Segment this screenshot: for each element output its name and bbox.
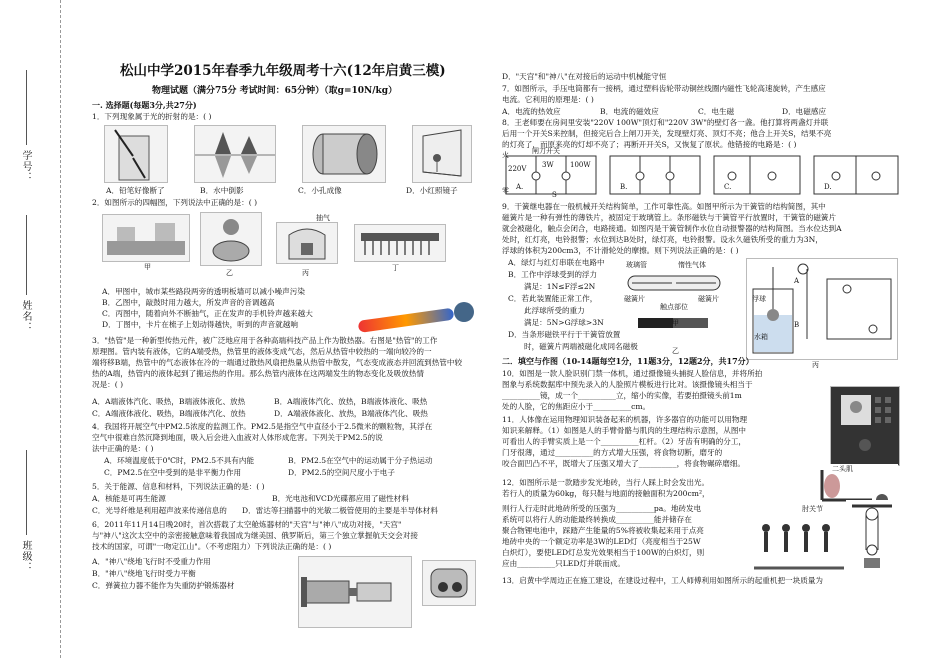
exam-title: 松山中学2015年春季九年级周考十六(12年启黄三模) [120, 63, 446, 79]
q9-option-c-range: 满足：5N>G浮球>3N [524, 318, 604, 327]
q12-line-6: 地砖中央的一个额定功率是3W的LED灯（亮度相当于25W [502, 537, 701, 546]
q9-option-a: A．绿灯与红灯串联在电路中 [508, 258, 605, 267]
q7-line-1: 7．如图所示，手压电筒都有一接柄，通过塑料齿轮带动铜丝线圈内磁性飞轮高速旋转，产生感应 [502, 84, 826, 93]
q9-label-contact: 触点部位 [660, 303, 688, 311]
q11-line-5: 咬合面凹凸不平，既增大了压强又增大了__________，将食物碾碎磨细。 [502, 459, 745, 468]
q11-line-4: 门牙很薄，通过__________的方式增大压强，将食物切断，磨牙的 [502, 448, 723, 457]
q6-figure-docking [298, 556, 412, 628]
q2-option-d: D．丁图中，卡片在梳子上划动得越快，听到的声音就越响 [102, 320, 298, 329]
q4-option-b: B．PM2.5在空气中的运动属于分子热运动 [288, 456, 433, 465]
q3-option-d: D．A端液体液化、放热，B端液体汽化、吸热 [274, 409, 428, 418]
q10-line-1: 10．如图是一款人脸识别门禁一体机，通过摄像镜头捕捉人脸信息，并将所拍 [502, 369, 763, 378]
q2-figure-comb [354, 224, 446, 262]
q9-option-c: C．若此装置能正常工作， [508, 294, 598, 303]
q2-label-yi: 乙 [226, 269, 233, 277]
q8-line-1: 8．王老师要在房间里安装"220V 100W"顶灯和"220V 3W"的壁灯各一盏。他打算将两盏灯并联 [502, 118, 829, 127]
q7-line-2: 电流。它利用的原理是：( ) [502, 95, 594, 104]
q7-option-b: B．电流的磁效应 [600, 107, 659, 116]
q1-figure-pencil-glass [104, 125, 168, 183]
q6-option-d: D．"天宫"和"神八"在对接后的运动中机械能守恒 [502, 72, 667, 81]
q8-label-b: B. [620, 183, 628, 191]
q5-option-c: C．光导纤维是利用超声波来传递信息的 [92, 506, 227, 515]
q12-line-7: 白炽灯），要使LED灯总发光效果相当于100W的白炽灯，则 [502, 548, 705, 557]
q8-label-c: C. [724, 183, 732, 191]
q11-label-elbow: 肘关节 [802, 505, 823, 513]
q9-line-4: 处时，红灯亮，电铃报警；水位到达B处时，绿灯亮，电铃报警。设永久磁铁所受的重力为3N， [502, 235, 823, 244]
q9-option-d-cont: 时，磁簧片两端被磁化成同名磁极 [524, 342, 638, 351]
q10-line-3: __________镜，成一个__________立，缩小的实像，若要拍摄镜头前1m [502, 391, 742, 400]
q2-figure-drum [200, 212, 262, 266]
q9-label-a: A [794, 277, 800, 285]
q8-label-a: A. [516, 183, 524, 191]
question-13: 13．启黄中学周边正在施工建设，在建设过程中，工人师傅利用如图所示的起重机把一块质量为 [502, 576, 824, 585]
q11-label-biceps: 二头肌 [832, 465, 853, 473]
q5-option-a: A．核能是可再生能源 [92, 494, 166, 503]
q6-option-a: A．"神八"绕地飞行时不受重力作用 [92, 557, 211, 566]
student-number-label: 学号： [20, 150, 31, 183]
q3-option-c: C．A端液体液化、吸热，B端液体汽化、放热 [92, 409, 246, 418]
q12-line-4: 系统可以将行人的动能最终转换成__________能并储存在 [502, 515, 692, 524]
q7-option-c: C．电生磁 [698, 107, 735, 116]
q9-label-tank: 水箱 [754, 333, 768, 341]
q2-figure-sound-wall [102, 214, 190, 262]
q9-label-glass-tube: 玻璃管 [626, 261, 647, 269]
q9-label-jia: 甲 [672, 319, 679, 327]
q10-figure-face-terminal [830, 386, 900, 466]
q9-label-float: 浮球 [752, 295, 766, 303]
q2-label-ding: 丁 [392, 264, 399, 272]
q5-option-b: B．光电池和VCD光碟都应用了磁性材料 [272, 494, 409, 503]
q4-option-c: C．PM2.5在空中受到的是非平衡力作用 [104, 468, 242, 477]
q8-line-2: 后用一个开关S来控制，但接完后合上闸刀开关，发现壁灯亮、顶灯不亮；他合上开关S，结果不亮 [502, 129, 832, 138]
q1-option-b: B．水中倒影 [200, 186, 244, 195]
q3-line-5: 况是：( ) [92, 380, 124, 389]
q9-line-3: 就会被磁化，触点会闭合，电路接通。如图丙是干簧管制作水位自动报警器的结构简图。当水位达到A [502, 224, 842, 233]
q3-line-3: 端将移B端，热管中的气态液体在冷的一端通过散热风扇把热量从热管中散发，气态变成液态并回流到热管中较 [92, 358, 463, 367]
q9-label-reed-left: 磁簧片 [624, 295, 645, 303]
q9-option-b: B．工作中浮球受到的浮力 [508, 270, 598, 279]
name-line [26, 215, 27, 295]
question-2: 2．如图所示的四幅图，下列说法中正确的是：( ) [92, 198, 258, 207]
q9-label-inert-gas: 惰性气体 [678, 261, 706, 269]
q9-option-c-weight: 此浮球所受的重力 [524, 306, 585, 315]
q2-label-bing: 丙 [302, 269, 309, 277]
q4-option-a: A．环境温度低于0℃时，PM2.5不具有内能 [104, 456, 255, 465]
q2-label-pump: 抽气 [316, 214, 330, 222]
q8-label-100w: 100W [570, 161, 591, 169]
q2-option-c: C．丙图中，随着向外不断抽气，正在发声的手机铃声越来越大 [102, 309, 313, 318]
q8-label-switch: S [552, 191, 557, 199]
q12-figure-walking [754, 520, 844, 576]
q1-option-c: C．小孔成像 [298, 186, 342, 195]
q9-label-b: B [794, 321, 800, 329]
q2-option-b: B．乙图中，敲鼓时用力越大，所发声音的音调越高 [102, 298, 275, 307]
q13-figure-crane [846, 500, 898, 572]
q6-option-c: C．弹簧拉力器不能作为失重防护锻炼器材 [92, 581, 235, 590]
q9-label-yi: 乙 [672, 347, 679, 355]
q9-line-1: 9．干簧继电器在一般机械开关结构简单，工作可靠性高。如图甲所示为干簧管的结构简图，其中 [502, 202, 826, 211]
q8-line-3: 的灯亮了，而原来亮的灯却不亮了；再断开开关S，又恢复了原状。他错接的电路是：( ) [502, 140, 797, 149]
q9-line-2: 磁簧片是一种有弹性的薄铁片，被固定于玻璃管上。条形磁铁与干簧管平行放置时，干簧管的磁簧片 [502, 213, 837, 222]
q2-figure-vacuum-jar [276, 222, 338, 264]
q2-label-jia: 甲 [144, 263, 151, 271]
q5-option-d: D．雷达等扫描器中的光敏二极管使用的主要是半导体材料 [242, 506, 438, 515]
student-number-line [26, 70, 27, 145]
q4-line-2: 空气中很难自然沉降到地面，吸入后会进入血液对人体形成危害。下列关于PM2.5的说 [92, 433, 383, 442]
q3-figure-heat-pipe [348, 300, 478, 338]
binding-margin [0, 0, 61, 658]
class-line [26, 450, 27, 535]
q8-label-fire: 火 [502, 151, 509, 159]
q8-label-knife-switch: 闸刀开关 [532, 147, 560, 155]
section-2-heading: 二．填空与作图（10-14题每空1分，11题3分，12题2分，共17分） [502, 356, 754, 366]
q3-option-b: B．A端液体汽化、放热，B端液体液化、吸热 [274, 397, 428, 406]
q6-option-b: B．"神八"绕地飞行时受力平衡 [92, 569, 196, 578]
q8-label-voltage: 220V [508, 165, 527, 173]
q10-line-4: 处的人脸，它的焦距应小于__________cm。 [502, 402, 651, 411]
q4-line-1: 4．我国将开展空气中PM2.5浓度的监测工作。PM2.5是指空气中直径小于2.5微米的颗粒物，其浮在 [92, 422, 433, 431]
class-label: 班级： [20, 540, 31, 573]
q8-label-3w: 3W [542, 161, 554, 169]
q12-line-8: 应由__________只LED灯并联而成。 [502, 559, 625, 568]
q9-option-b-range: 满足：1N≤F浮≤2N [524, 282, 596, 291]
q1-figure-mirror [412, 125, 472, 183]
q11-line-2: 知识来解释。（1）如图是人的手臂骨骼与肌肉的生理结构示意图，从图中 [502, 426, 747, 435]
question-5: 5．关于能源、信息和材料，下列说法正确的是：( ) [92, 482, 265, 491]
q6-line-2: 与"神八"这次太空中的亲密接触意味着我国成为继美国、俄罗斯后，第三个独立掌握航天交会对接 [92, 531, 418, 540]
q6-line-3: 技术的国家，可谓"一吻定江山"。（不考虑阻力）下列说法正确的是：( ) [92, 542, 332, 551]
q7-option-a: A．电流的热效应 [502, 107, 561, 116]
q3-line-4: 热的A端，热管内的液体起到了搬运热的作用。那么热管内液体在这两端发生的物态变化及吸放热情 [92, 369, 425, 378]
q8-label-d: D. [824, 183, 832, 191]
q8-label-neutral: 零 [502, 187, 509, 195]
q1-option-a: A．铅笔好像断了 [106, 186, 165, 195]
q12-line-5: 聚合物锂电池中，踩踏产生能量的5%将被收集起来用于点亮 [502, 526, 704, 535]
q4-option-d: D．PM2.5的空间尺度小于电子 [288, 468, 395, 477]
q9-label-reed-right: 磁簧片 [698, 295, 719, 303]
q9-option-d: D．当条形磁铁平行于干簧管放置 [508, 330, 621, 339]
name-label: 姓名： [20, 300, 31, 333]
q6-line-1: 6．2011年11月14日晚20时，首次搭载了太空舱炼器材的"天宫"与"神八"成功对接，"天宫" [92, 520, 402, 529]
q1-figure-pinhole-camera [302, 125, 386, 183]
q1-option-d: D．小红照镜子 [406, 186, 458, 195]
q11-line-3: 可看出人的手臂实质上是一个__________杠杆。（2）牙齿有明确的分工， [502, 437, 747, 446]
q3-line-1: 3．"热管"是一种新型传热元件，被广泛地应用于各种高端科技产品上作为散热器。右图是"热管"的工作 [92, 336, 438, 345]
q9-line-5: 浮球的体积为200cm3，不计滑轮处的摩擦。则下列说法正确的是：( ) [502, 246, 739, 255]
q4-line-3: 法中正确的是：( ) [92, 444, 154, 453]
q11-line-1: 11．人体像在运用物理知识装备起来的机器，许多器官的功能可以用物理 [502, 415, 748, 424]
exam-subtitle: 物理试题（满分75分 考试时间：65分钟）（取g=10N/kg） [152, 86, 398, 96]
question-1: 1．下列现象属于光的折射的是：( ) [92, 112, 212, 121]
q10-line-2: 图象与系统数据库中预先录入的人脸照片模板进行比对。该摄像镜头相当于 [502, 380, 753, 389]
q1-figure-reflection [194, 125, 276, 183]
q7-figure-hand-torch [422, 560, 476, 606]
q9-label-bing: 丙 [812, 361, 819, 369]
q12-line-2: 若行人的质量为60kg，每只鞋与地面的接触面积为200cm²， [502, 489, 710, 498]
q12-line-1: 12．如图所示是一款踏步发光地砖，当行人踩上时会发出光。 [502, 478, 710, 487]
q12-line-3: 则行人行走时此地砖所受的压强为__________pa。地砖发电 [502, 504, 702, 513]
q3-line-2: 原理图。管内装有液体，它的A端受热，热管里的液体变成气态，然后从热管中较热的一端向较冷的一 [92, 347, 432, 356]
q2-option-a: A．甲图中，城市某些路段两旁的透明板墙可以减小噪声污染 [102, 287, 305, 296]
q9-figure-water-alarm [746, 258, 898, 360]
q3-option-a: A．A端液体汽化、吸热，B端液体液化、放热 [92, 397, 246, 406]
q7-option-d: D．电磁感应 [782, 107, 827, 116]
section-1-heading: 一. 选择题(每题3分,共27分) [92, 100, 197, 110]
